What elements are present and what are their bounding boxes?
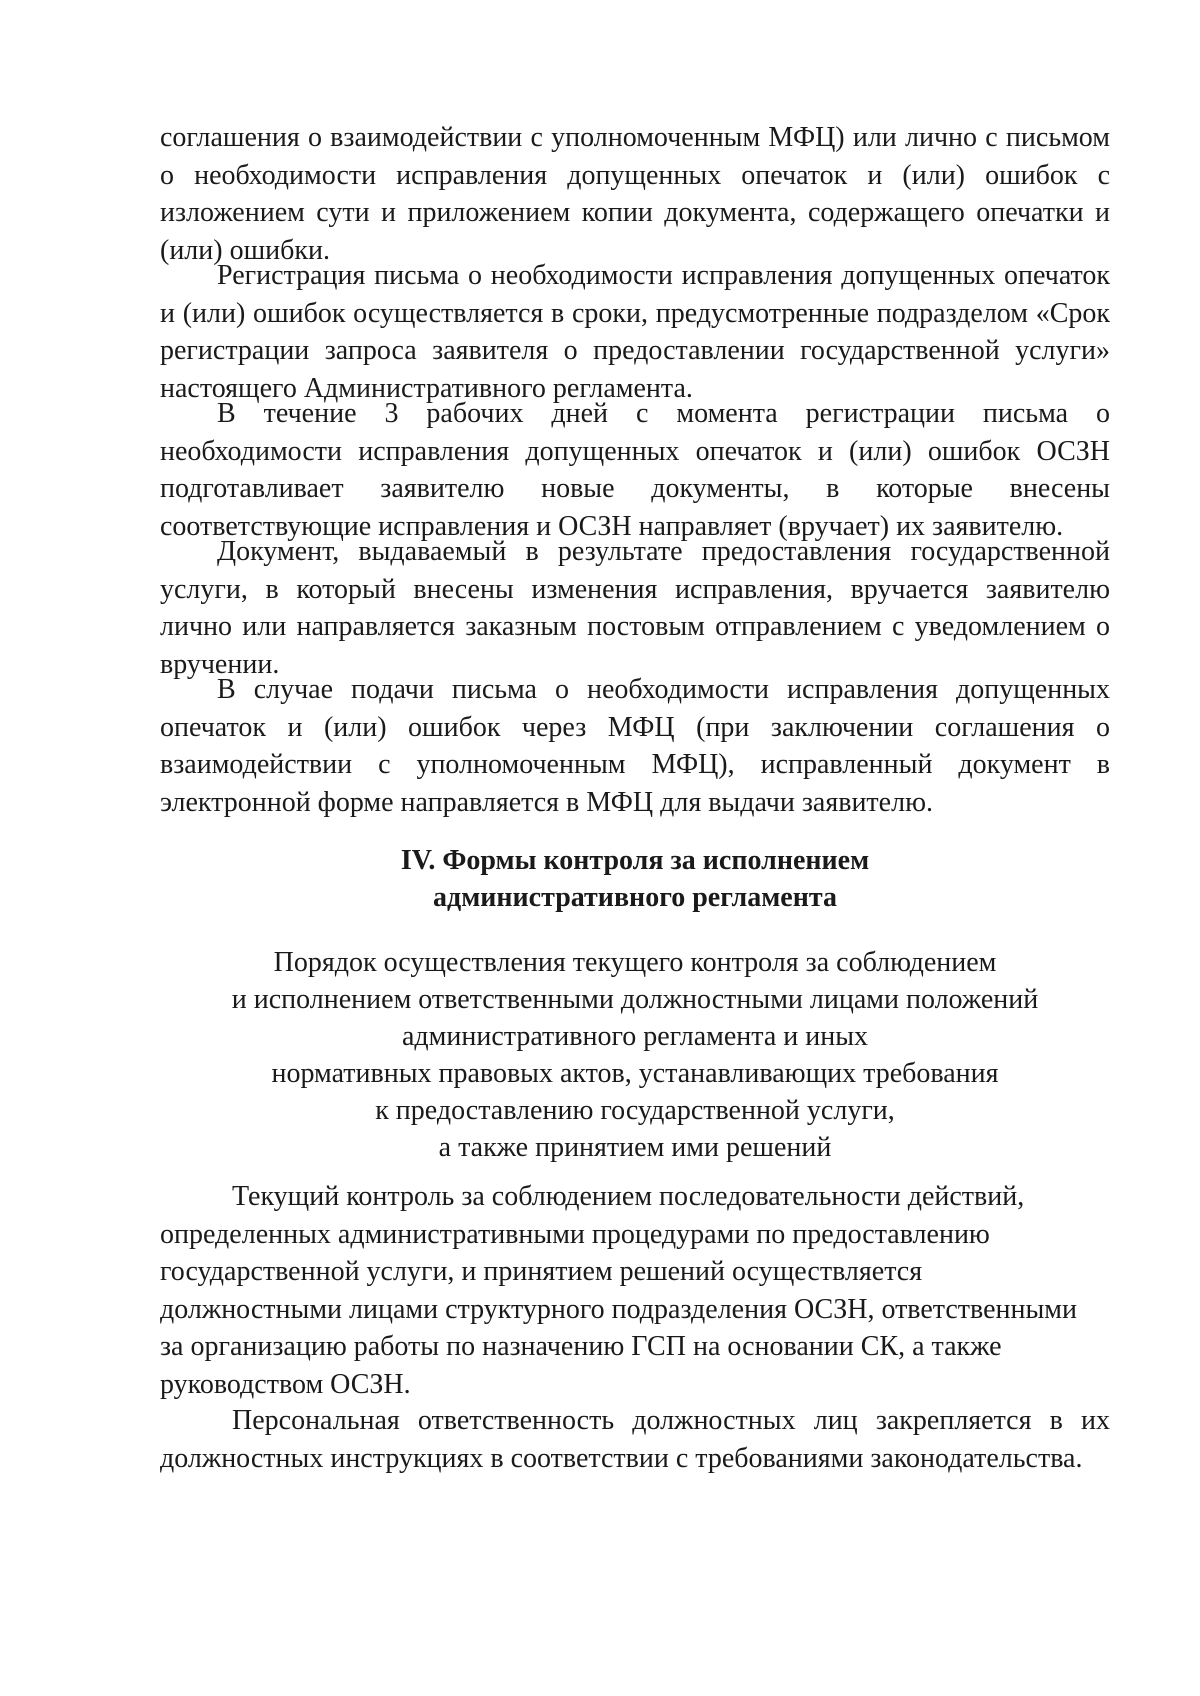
- paragraph-line: определенных административными процедурами по предоставлению: [160, 1218, 990, 1250]
- paragraph-registration: Регистрация письма о необходимости исправления допущенных опечаток и (или) ошибок осуществляется в сроки, предусмотренные подразделом «Срок регистрации запроса заявителя о предоставлении государственной услуги» настоящего Административного регламента.: [160, 260, 1110, 404]
- subsection-heading-line: а также принятием ими решений: [438, 1132, 832, 1163]
- section-heading: [160, 842, 1110, 916]
- subsection-heading-line: Порядок осуществления текущего контроля за соблюдением: [273, 947, 997, 978]
- paragraph-current-control: [160, 1178, 1110, 1403]
- section-heading-line: административного регламента: [433, 882, 837, 913]
- paragraph-line: Текущий контроль за соблюдением последовательности действий,: [232, 1181, 1025, 1212]
- paragraph-issued-document: Документ, выдаваемый в результате предоставления государственной услуги, в который внесены изменения исправления, вручается заявителю лично или направляется заказным постовым отправлением с уведомлением о вручении.: [160, 536, 1110, 680]
- paragraph-line: государственной услуги, и принятием решений осуществляется: [160, 1256, 923, 1287]
- subsection-heading-line: и исполнением ответственными должностными лицами положений: [231, 984, 1039, 1015]
- subsection-heading-line: нормативных правовых актов, устанавливающих требования: [271, 1058, 999, 1089]
- section-heading-line: IV. Формы контроля за исполнением: [400, 845, 870, 876]
- subsection-heading: [160, 944, 1110, 1166]
- paragraph-three-days: В течение 3 рабочих дней с момента регистрации письма о необходимости исправления допущенных опечаток и (или) ошибок ОСЗН подготавливает заявителю новые документы, в которые внесены соответствующие исправления и ОСЗН направляет (вручает) их заявителю.: [160, 398, 1110, 542]
- subsection-heading-line: административного регламента и иных: [401, 1021, 869, 1052]
- paragraph-line: руководством ОСЗН.: [160, 1368, 411, 1400]
- paragraph-correction-request: соглашения о взаимодействии с уполномоченным МФЦ) или лично с письмом о необходимости исправления допущенных опечаток и (или) ошибок с изложением сути и приложением копии документа, содержащего опечатки и (или) ошибки.: [160, 122, 1110, 266]
- subsection-heading-line: к предоставлению государственной услуги,: [375, 1095, 895, 1126]
- paragraph-personal-responsibility: Персональная ответственность должностных лиц закрепляется в их должностных инструкциях в соответствии с требованиями законодательства.: [160, 1405, 1110, 1474]
- paragraph-line: за организацию работы по назначению ГСП на основании СК, а также: [160, 1331, 1002, 1362]
- paragraph-line: должностными лицами структурного подразделения ОСЗН, ответственными: [160, 1293, 1077, 1325]
- paragraph-mfc-submission: В случае подачи письма о необходимости исправления допущенных опечаток и (или) ошибок через МФЦ (при заключении соглашения о взаимодействии с уполномоченным МФЦ), исправленный документ в электронной форме направляется в МФЦ для выдачи заявителю.: [160, 674, 1110, 818]
